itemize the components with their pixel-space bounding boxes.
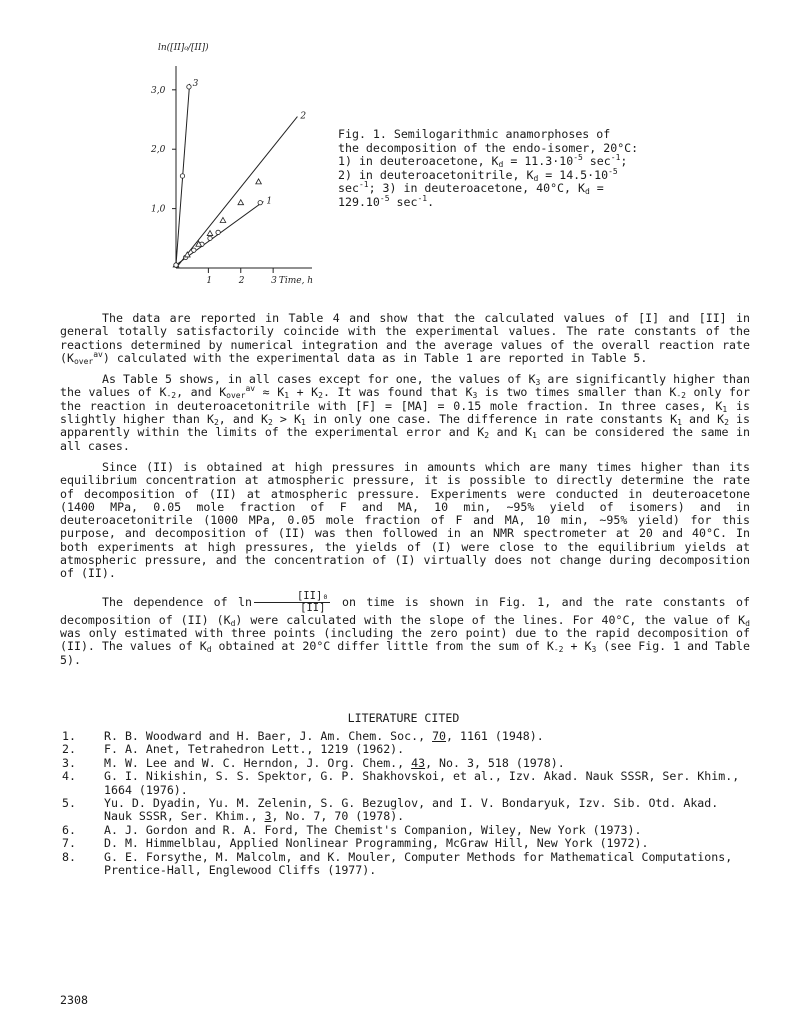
series-label-3: 3 [192,78,199,89]
text: (see Fig. 1 and Table 5). [60,639,750,667]
text: and K [489,425,533,440]
series-label-1: 1 [266,196,273,207]
reference-text: R. B. Woodward and H. Baer, J. Am. Chem. Soc., 70, 1161 (1948). [104,729,544,743]
series-label-2: 2 [300,111,307,122]
reference-text: F. A. Anet, Tetrahedron Lett., 1219 (1962). [104,742,405,757]
text: The data are reported in Table 4 and show that the calculated values of [I] and [II] in general totally satisfactorily coincide with the experimental values. The rate constants of the reactions determined by numerical integration and the average values of the overall reaction rate (K [60,311,750,365]
text: on time is shown in Fig. 1, and the rate constants of decomposition of (II) (K [60,594,751,627]
reference-list [62,730,752,877]
caption-line: $129.10^{-5}$ $\sec^{-1}$. [338,193,435,209]
x-tick-label: 2 [238,276,245,286]
text: only for the reaction in deuteroacetonitrile with [F] = [MA] = 0.15 mole fraction. In three cases, K [60,385,750,413]
text: is slightly higher than K [60,398,750,427]
text: is two times smaller than K [477,385,677,400]
x-axis-label: Time, h [278,276,314,286]
text: . It was found that K [322,385,473,400]
text: ) were calculated with the slope of the lines. For 40°C, the value of K [235,612,746,627]
data-point-series-2 [256,179,262,184]
text: is apparently within the limits of the experimental error and K [60,412,750,440]
paragraph-1 [60,312,750,365]
data-point-series-2 [238,200,244,205]
figure-caption [338,128,668,210]
text: ) calculated with the experimental data as in Table 1 are reported in Table 5. [102,350,648,365]
data-point-series-1 [258,200,262,204]
reference-number: 2. [62,742,76,757]
text: ≈ K [255,385,285,400]
paragraph-4: The dependence of ln $\frac{\text{[II]₀}}{[II]}$ on time is shown in Fig. 1, and the rate constants of decomposition of (II) $(K_d)$ were calculated with the slope of the lines. For 40°C, the value of $K_d$ was only estimated with three points (including the zero point) due to the rapid decomposition of (II). The values of $K_d$ obtained at 20°C differ little from the sum of $K_{-2} + K_3$ (see Fig. 1 and Table 5). [60,589,751,667]
text: As Table 5 shows, in all cases except for one, the values of K [102,372,536,387]
reference-number: 6. [62,822,76,837]
reference-number: 3. [62,755,76,770]
paragraph-2: As Table 5 shows, in all cases except for one, the values of $K_3$ are significantly higher than the values of $K_{-2}$, and $K_{over}^{av} \approx K_1 + K_2$. It was found that $K_3$ is two times smaller than $K_{-2}$ only for the reaction in deuteroacetonitrile with [F] = [MA] = 0.15 mole fraction. In three cases, $K_1$ is slightly higher than $K_2$, and $K_2 > K_1$ in only one case. The difference in rate constants $K_1$ and $K_2$ is apparently within the limits of the experimental error and $K_2$ and $K_1$ can be considered the same in all cases. [60,372,750,453]
text: , and K [218,412,268,427]
fraction-denominator: [II] [300,601,326,614]
text: can be considered the same in all cases. [60,425,750,453]
caption-line: 2) in deuteroacetonitrile, $K_d = 14.5\cdot 10^{-5}$ [338,166,618,183]
text: The dependence of ln [102,594,252,609]
text: in only one case. The difference in rate constants K [305,412,678,427]
reference-item [62,851,752,878]
literature-title: LITERATURE CITED [347,711,460,725]
reference-item [62,824,752,837]
reference-number: 8. [62,849,76,864]
reference-text: M. W. Lee and W. C. Herndon, J. Org. Chem., 43, No. 3, 518 (1978). [104,755,565,770]
reference-number: 7. [62,836,76,851]
data-point-series-2 [185,252,191,257]
reference-item [62,730,752,743]
body-text [60,312,750,675]
subscript: over [73,356,94,366]
data-point-series-2 [220,217,226,222]
text: obtained at 20°C differ little from the sum of K [211,639,554,654]
reference-text: G. E. Forsythe, M. Malcolm, and K. Mouler, Computer Methods for Mathematical Computations, Prentice-Hall, Englewood Cliffs (1977). [104,849,733,878]
figure-1-chart [140,36,325,294]
data-point-series-1 [192,248,196,252]
caption-line: Fig. 1. Semilogarithmic anamorphoses of [338,127,611,141]
caption-line: the decomposition of the endo-isomer, 20°C: [338,140,639,155]
y-axis-label: ln([II]₀/[II]) [158,43,209,53]
text: > K [272,412,301,427]
reference-item [62,743,752,756]
data-point-series-1 [208,236,212,240]
x-tick-label: 1 [206,276,213,286]
chart-svg [140,36,325,294]
text: are significantly higher than the values of K [60,372,750,400]
reference-text: D. M. Himmelblau, Applied Nonlinear Programming, McGraw Hill, New York (1972). [104,836,649,851]
fit-line-2 [176,117,297,268]
y-tick-label: 2,0 [151,145,166,156]
page-number: 2308 [60,993,88,1007]
y-tick-label: 1,0 [151,204,166,215]
text: was only estimated with three points (including the zero point) due to the rapid decomposition of (II). The values of K [60,625,750,654]
reference-text: A. J. Gordon and R. A. Ford, The Chemist's Companion, Wiley, New York (1973). [104,822,642,837]
reference-number: 4. [62,769,76,784]
data-point-series-1 [216,230,220,234]
fraction-numerator: [II]₀ [254,591,330,603]
reference-text: Yu. D. Dyadin, Yu. M. Zelenin, S. G. Bezuglov, and I. V. Bondaryuk, Izv. Sib. Otd. Akad. Nauk SSSR, Ser. Khim., 3, No. 7, 70 (1978). [104,796,719,824]
caption-line: $\sec^{-1}$; 3) in deuteroacetone, 40°C, $K_d$ = [338,180,604,197]
reference-text: G. I. Nikishin, S. S. Spektor, G. P. Shakhovskoi, et al., Izv. Akad. Nauk SSSR, Ser. Khim., 1664 (1976). [104,769,740,797]
data-point-series-3 [180,174,184,178]
fraction [254,591,330,614]
data-point-series-2 [207,231,213,236]
paragraph-3: Since (II) is obtained at high pressures in amounts which are many times higher than its equilibrium concentration at atmospheric pressure, it is possible to directly determine the rate of decomposition of (II) at atmospheric pressure. Experiments were conducted in deuteroacetone (1400 MPa, 0.05 mole fraction of F and MA, 10 min, ~95% yield of isomers) and in deuteroacetonitrile (1000 MPa, 0.05 mole fraction of F and MA, 10 min, ~95% yield) for this purpose, and decomposition of (II) was then followed in an NMR spectrometer at 20 and 40°C. In both experiments at high pressures, the yields of (I) were close to the equilibrium yields at atmospheric pressure, and the concentration of (I) virtually does not change during decomposition of (II). [60,459,750,581]
y-tick-label: 3,0 [151,85,166,96]
reference-number: 5. [62,796,76,811]
text: + K [289,385,319,400]
reference-item [62,757,752,770]
text: + K [563,639,592,654]
caption-line: 1) in deuteroacetone, $K_d = 11.3\cdot 10^{-5}$ $\sec^{-1}$; [338,153,628,170]
reference-number: 1. [62,729,76,743]
text: and K [681,412,725,427]
data-point-series-3 [187,85,191,89]
superscript: av [93,349,103,359]
reference-item [62,770,752,797]
reference-item [62,797,752,824]
x-tick-label: 3 [271,276,277,286]
data-point-series-3 [174,263,178,267]
text: , and K [176,385,227,400]
reference-item [62,837,752,850]
